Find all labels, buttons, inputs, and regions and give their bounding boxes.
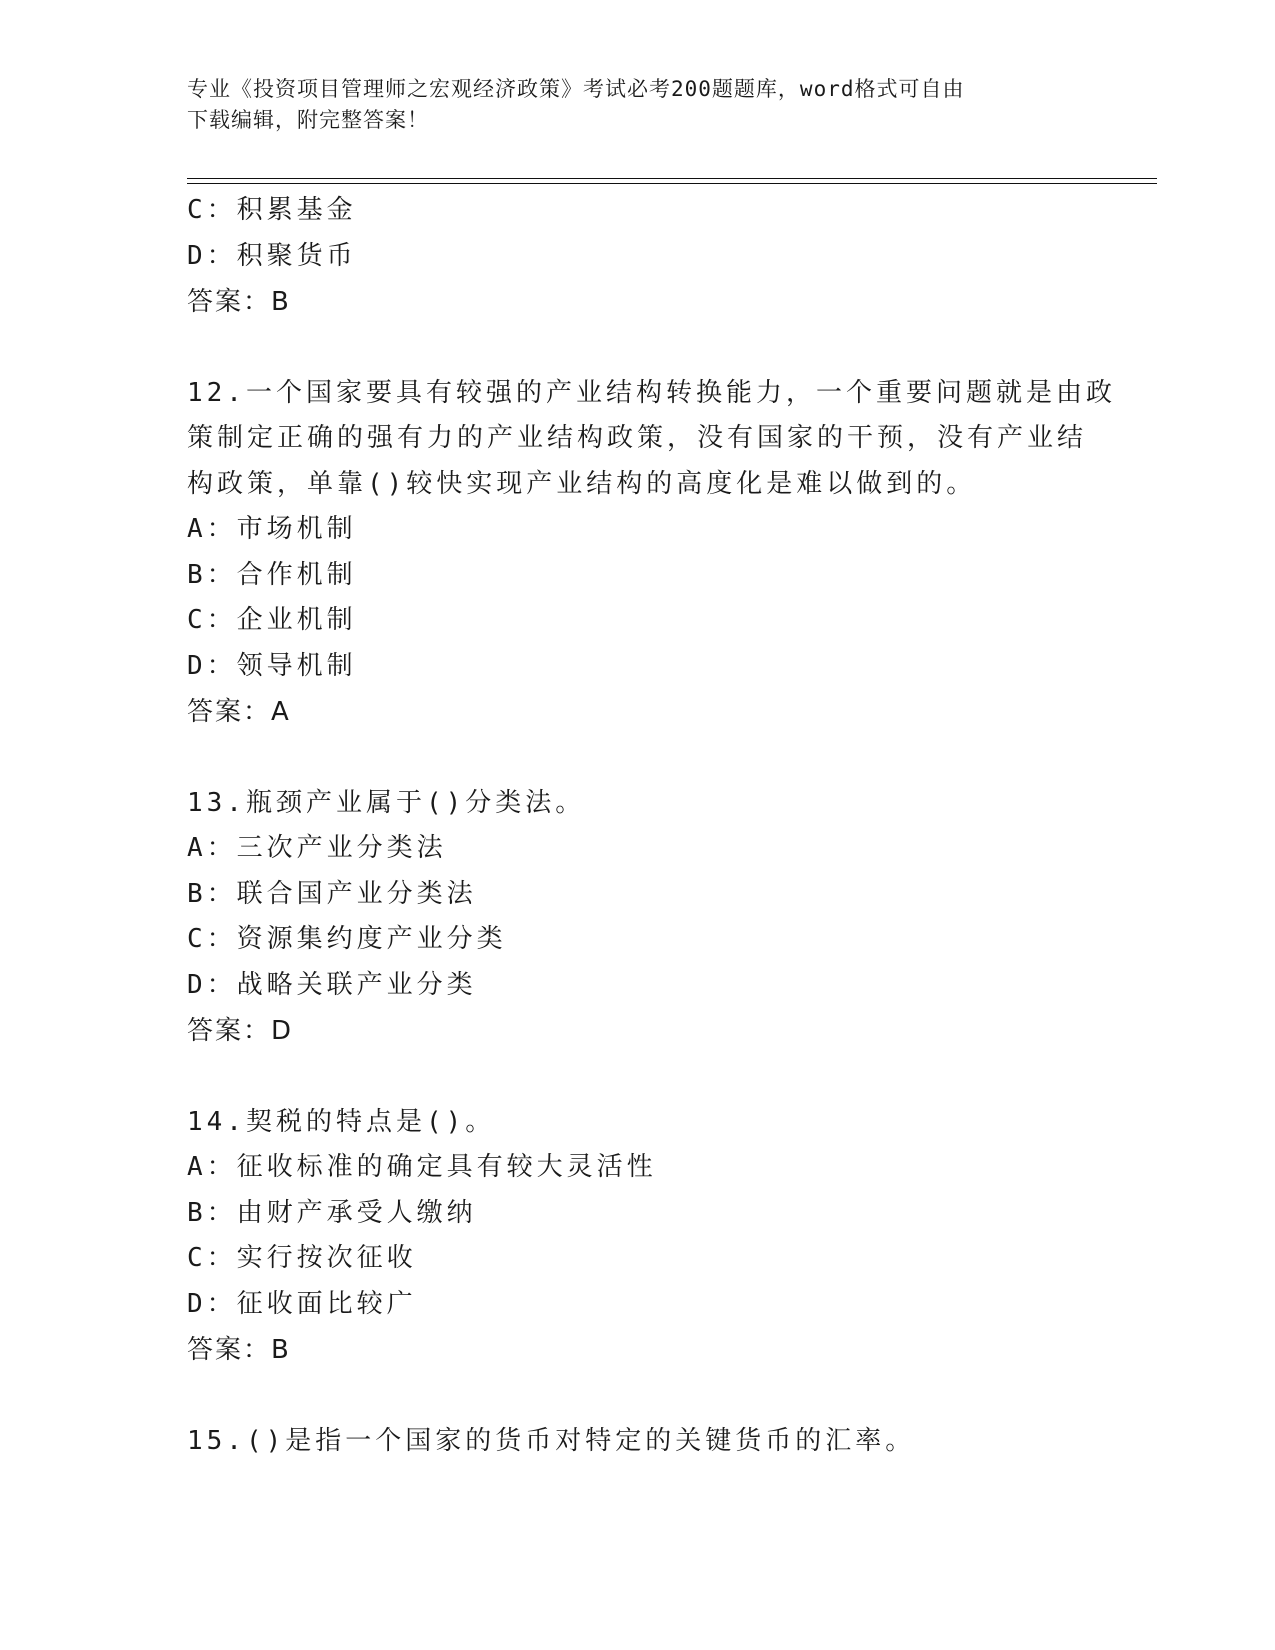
spacer: [187, 1373, 1087, 1419]
question-11-tail: [187, 188, 1087, 325]
option-a: A：征收标准的确定具有较大灵活性: [187, 1152, 657, 1182]
question-stem: 14.契税的特点是()。: [187, 1106, 496, 1137]
answer: 答案：D: [187, 1016, 294, 1046]
header-rule-top: [187, 178, 1157, 179]
option-b: B：由财产承受人缴纳: [187, 1197, 477, 1228]
spacer: [187, 735, 1087, 781]
option-d: D：领导机制: [187, 650, 357, 681]
question-stem: 策制定正确的强有力的产业结构政策，没有国家的干预，没有产业结: [187, 423, 1088, 453]
question-12: [187, 371, 1116, 736]
question-list: [187, 188, 1116, 1464]
question-14: [187, 1100, 1087, 1374]
option-d: D：征收面比较广: [187, 1288, 417, 1319]
header-line-2: 下载编辑，附完整答案！: [187, 108, 429, 132]
question-stem: 15.()是指一个国家的货币对特定的关键货币的汇率。: [187, 1425, 916, 1456]
option-b: B：联合国产业分类法: [187, 878, 477, 909]
option-a: A：市场机制: [187, 514, 357, 544]
answer: 答案：B: [187, 1335, 291, 1365]
question-stem: 构政策，单靠()较快实现产业结构的高度化是难以做到的。: [187, 468, 977, 499]
option-c: C：企业机制: [187, 605, 357, 635]
answer: 答案：B: [187, 287, 291, 317]
option-a: A：三次产业分类法: [187, 833, 447, 863]
answer: 答案：A: [187, 697, 291, 727]
question-stem: 12.一个国家要具有较强的产业结构转换能力，一个重要问题就是由政: [187, 377, 1116, 408]
spacer: [187, 1054, 1087, 1100]
option-c: C：实行按次征收: [187, 1243, 417, 1273]
option-d: D：积聚货币: [187, 240, 357, 271]
header-line-1: 专业《投资项目管理师之宏观经济政策》考试必考200题题库，word格式可自由: [187, 77, 965, 101]
option-c: C：资源集约度产业分类: [187, 924, 507, 954]
option-c: C：积累基金: [187, 195, 357, 225]
question-15: [187, 1419, 1087, 1465]
question-13: [187, 781, 1087, 1055]
document-header: [187, 74, 1087, 136]
header-rule-bottom: [187, 183, 1157, 184]
option-b: B：合作机制: [187, 559, 357, 590]
spacer: [187, 325, 1087, 371]
document-page: [187, 0, 1157, 1650]
option-d: D：战略关联产业分类: [187, 969, 477, 1000]
question-stem: 13.瓶颈产业属于()分类法。: [187, 787, 586, 818]
